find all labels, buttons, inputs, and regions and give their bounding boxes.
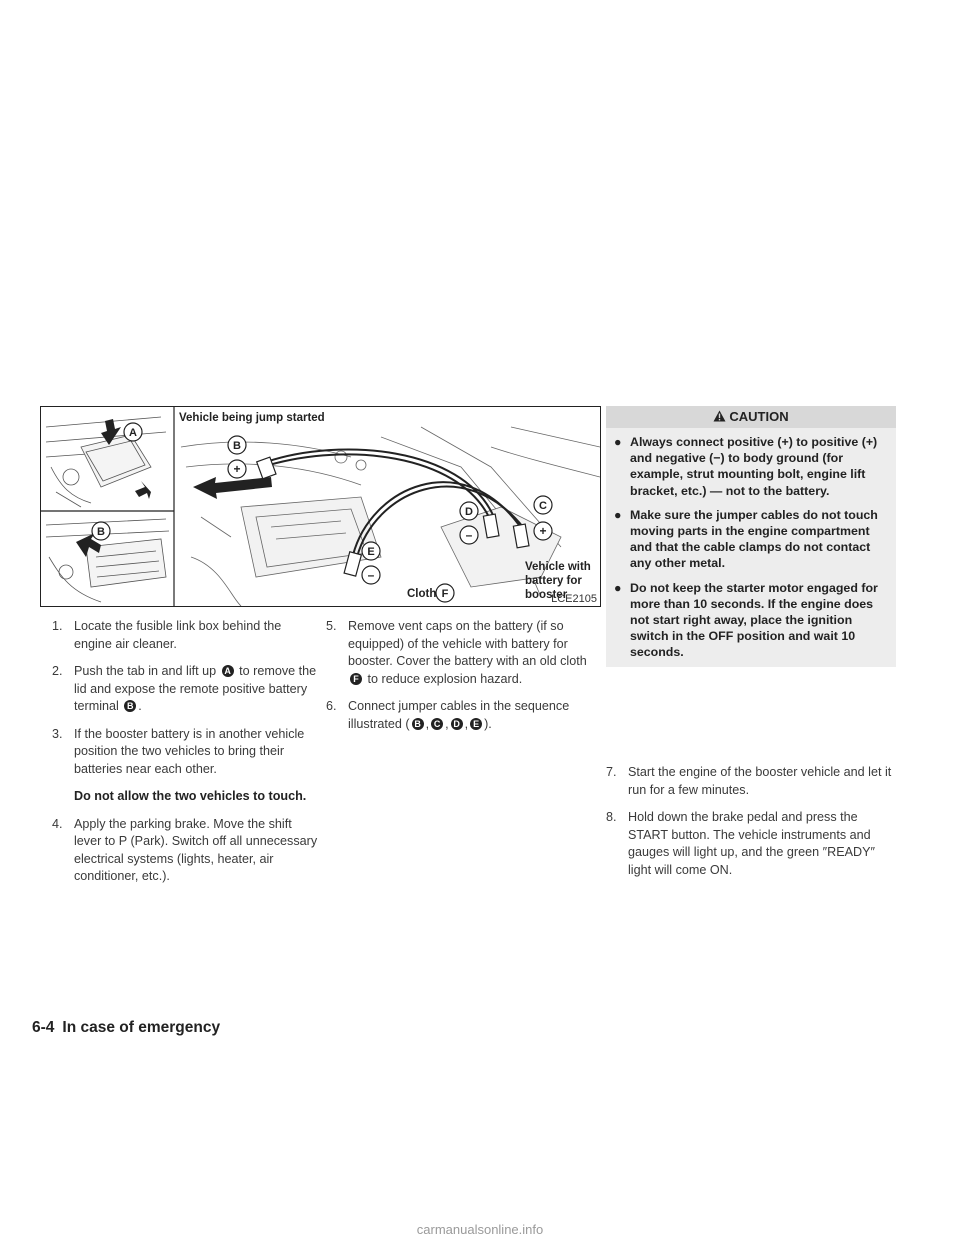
ref-b-icon: B: [124, 700, 136, 712]
step-1: 1. Locate the fusible link box behind the engine air cleaner.: [52, 619, 282, 651]
step-6: 6. Connect jumper cables in the sequence illustrated ( B , C , D , E ).: [326, 699, 570, 731]
figure-code: LCE2105: [551, 593, 597, 605]
label-vehicle-jump-started: Vehicle being jump started: [179, 412, 325, 424]
label-cloth: Cloth: [407, 588, 437, 600]
svg-text:F: F: [441, 588, 449, 600]
callout-f: [436, 584, 454, 602]
svg-text:D: D: [465, 506, 473, 518]
svg-text:Vehicle with: Vehicle with: [525, 561, 591, 573]
ref-f-icon: F: [350, 673, 362, 685]
arrow-push-tab: [135, 481, 151, 499]
svg-text:–: –: [465, 528, 473, 542]
svg-text:booster: booster: [525, 589, 568, 601]
callout-d: [460, 502, 478, 520]
column-left: [52, 618, 318, 896]
step-2: 2. Push the tab in and lift up A to remove the lid and expose the remote positive battery terminal B .: [52, 664, 317, 713]
caution-header: CAUTION: [606, 406, 896, 428]
caution-body: [606, 428, 896, 667]
callout-plus-b: [228, 460, 246, 478]
step-8: 8. Hold down the brake pedal and press the START button. The vehicle instruments and gauges will light up, and the green ″READY″ light will come ON.: [606, 810, 875, 877]
page-footer: [32, 1019, 220, 1037]
section-title: In case of emergency: [62, 1019, 221, 1036]
svg-text:C: C: [539, 500, 547, 512]
svg-text:–: –: [367, 568, 375, 582]
svg-text:B: B: [233, 440, 241, 452]
svg-text:+: +: [539, 524, 547, 538]
ref-c-icon: C: [431, 718, 443, 730]
jump-start-illustration: [40, 406, 601, 607]
step-3: 3. If the booster battery is in another vehicle position the two vehicles to bring their batteries near each other. Do not allow the two vehicles to touch.: [52, 726, 318, 806]
label-a: A: [129, 427, 137, 439]
caution-box: [606, 406, 896, 667]
ref-e-icon: E: [470, 718, 482, 730]
callout-b: [228, 436, 246, 454]
step-7: 7. Start the engine of the booster vehicle and let it run for a few minutes.: [606, 765, 892, 797]
ref-b-icon: B: [412, 718, 424, 730]
column-right: [606, 764, 898, 889]
caution-bullet: ● Always connect positive (+) to positive (+) and negative (−) to body ground (for example, strut mounting bolt, engine lift bracket, etc.) — not to the battery.: [614, 435, 878, 498]
callout-minus-e: [362, 566, 380, 584]
step-5: 5. Remove vent caps on the battery (if so equipped) of the vehicle with battery for booster. Cover the battery with an old cloth F to reduce explosion hazard.: [326, 619, 587, 686]
caution-bullet: ● Make sure the jumper cables do not touch moving parts in the engine compartment and that the cable clamps do not contact any other metal.: [614, 507, 878, 571]
callout-e: [362, 542, 380, 560]
arrow-terminal-location: [193, 477, 272, 499]
svg-text:+: +: [233, 462, 241, 476]
ref-d-icon: D: [451, 718, 463, 730]
svg-text:battery for: battery for: [525, 575, 582, 587]
engine-bay-drawing: [41, 407, 600, 606]
ref-a-icon: A: [222, 665, 234, 677]
column-middle: [326, 618, 598, 743]
label-b-inset: B: [97, 526, 105, 538]
step-4: 4. Apply the parking brake. Move the shift lever to P (Park). Switch off all unnecessary electrical systems (lights, heater, air conditioner, etc.).: [52, 816, 318, 883]
warning-no-touch: Do not allow the two vehicles to touch.: [74, 789, 307, 803]
callout-minus-d: [460, 526, 478, 544]
svg-text:E: E: [367, 546, 375, 558]
watermark: carmanualsonline.info: [416, 1222, 544, 1237]
callout-c: [534, 496, 552, 514]
page-number: 6-4: [32, 1019, 55, 1036]
caution-bullet: ● Do not keep the starter motor engaged for more than 10 seconds. If the engine does not start right away, place the ignition switch in the OFF position and wait 10 seconds.: [614, 580, 878, 660]
callout-plus-c: [534, 522, 552, 540]
warning-triangle-icon: [713, 410, 726, 422]
